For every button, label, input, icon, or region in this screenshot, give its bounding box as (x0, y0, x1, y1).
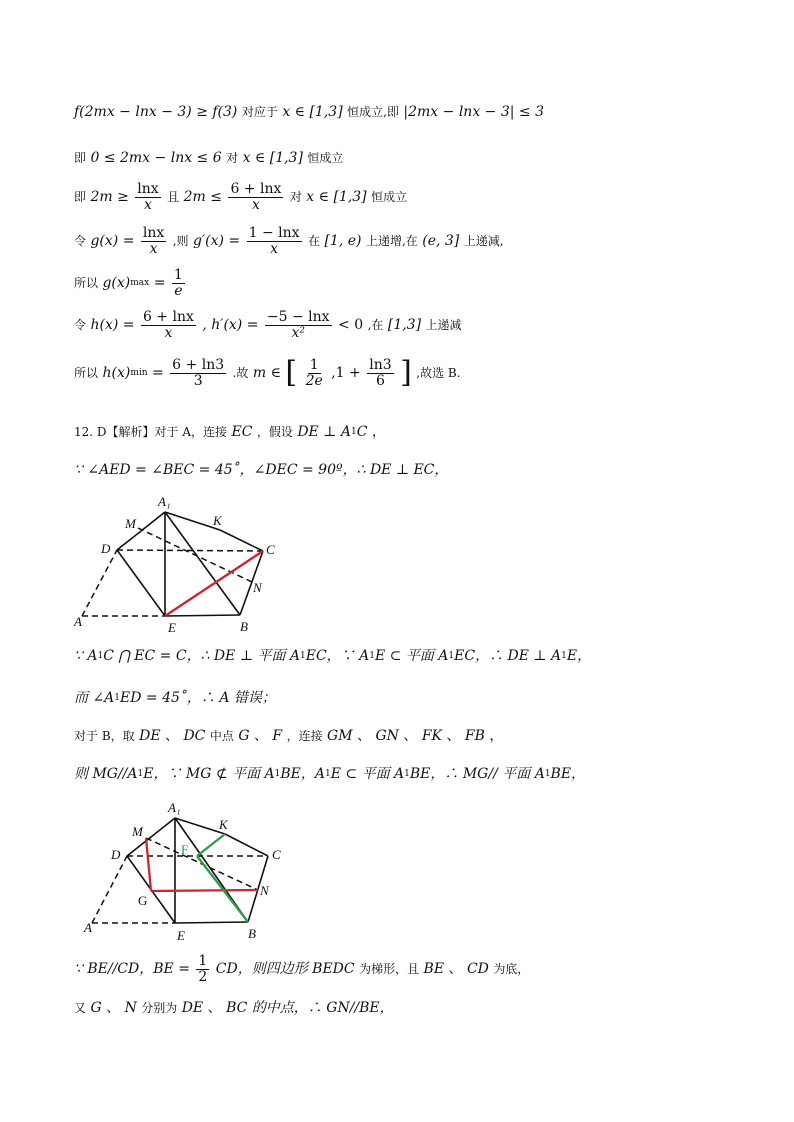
label-A: A (84, 920, 92, 935)
solution-line-1: f(2mx − lnx − 3) ≥ f(3) 对应于 x ∈ [1,3] 恒成立,即 |2mx − lnx − 3| ≤ 3 (74, 104, 545, 120)
solution-line-10: ∵ A1C ⋂ EC = C，∴ DE ⊥ 平面 A1EC，∵ A1E ⊂ 平面 A1EC，∴ DE ⊥ A1E， (74, 648, 592, 664)
edge-E-C-red (165, 551, 263, 616)
label-B: B (248, 926, 256, 941)
label-G: G (138, 893, 148, 908)
edge-F-K-green (197, 834, 225, 856)
fraction: $\frac{1}{2e}$ (305, 357, 323, 389)
fraction: $\frac{6 + \ln x}{x}$ (230, 181, 282, 213)
edge-K-C (225, 834, 268, 856)
fraction: $\frac{1}{e}$ (173, 267, 183, 299)
solution-line-6: 令 h(x) = $\frac{6 + \ln x}{x}$ , h′(x) = $\frac{-5 - \ln x}{\text{x²}}$ < 0 ,在 [1,3] 上递减 (74, 309, 462, 341)
label-F: F (181, 842, 189, 857)
edge-F-B-green (197, 856, 248, 922)
label-M: M (125, 516, 136, 531)
label-M: M (132, 824, 143, 839)
solution-line-14: ∵ BE//CD，BE = $\frac{1}{2}$ CD，则四边形 BEDC 为梯形，且 BE 、 CD 为底， (74, 953, 530, 985)
edge-A-D (92, 856, 127, 923)
fraction: $\frac{\ln 3}{6}$ (369, 357, 392, 389)
label-A: A (74, 614, 82, 629)
fraction: $\frac{1 - \ln x}{x}$ (248, 225, 300, 257)
label-A1: A₁ (168, 800, 181, 815)
fraction: $\frac{\ln x}{x}$ (137, 181, 159, 213)
edge-A1-K (165, 512, 220, 530)
geometry-figure-2 (80, 798, 310, 948)
geometry-figure-1 (70, 490, 300, 640)
edge-E-B (175, 922, 248, 923)
solution-line-8: 12. D【解析】对于 A，连接 EC ，假设 DE ⊥ A1C ， (74, 424, 386, 440)
label-C: C (266, 542, 275, 557)
solution-line-12: 对于 B，取 DE 、 DC 中点 G 、 F ，连接 GM 、 GN 、 FK 、 FB ， (74, 728, 504, 744)
label-N: N (260, 883, 269, 898)
solution-line-11: 而 ∠A1ED = 45˚，∴ A 错误； (74, 690, 276, 706)
edge-A-D (82, 550, 117, 616)
fraction: $\frac{1}{2}$ (198, 953, 208, 985)
fraction: $\frac{-5 - \ln x}{\text{x²}}$ (266, 309, 330, 341)
solution-line-13: 则 MG//A1E，∵ MG ⊄ 平面 A1BE，A1E ⊂ 平面 A1BE，∴ MG// 平面 A1BE， (74, 766, 586, 782)
edge-A1-B (165, 512, 240, 615)
label-B: B (240, 619, 248, 634)
solution-line-15: 又 G 、 N 分别为 DE 、 BC 的中点，∴ GN//BE， (74, 1000, 394, 1016)
label-K: K (213, 513, 222, 528)
edge-A1-K (175, 818, 225, 834)
edge-D-E (117, 550, 165, 616)
solution-line-3: 即 2m ≥ $\frac{\ln x}{x}$ 且 2m ≤ $\frac{6 + \ln x}{x}$ 对 x ∈ [1,3] 恒成立 (74, 181, 408, 213)
label-D: D (111, 847, 121, 862)
solution-line-4: 令 g(x) = $\frac{\ln x}{x}$ ,则 g′(x) = $\frac{1 - \ln x}{x}$ 在 [1, e) 上递增,在 (e, 3] 上递减, (74, 225, 504, 257)
edge-K-C (220, 530, 263, 551)
solution-line-7: 所以 h(x)min = $\frac{6 + \ln 3}{3}$ .故 m ∈ [ $\frac{1}{2e}$ ,1 + $\frac{\ln 3}{6}$ ] ,故选 B. (74, 355, 461, 391)
edge-M-N (138, 528, 252, 582)
solution-line-9: ∵ ∠AED = ∠BEC = 45˚，∠DEC = 90º，∴ DE ⊥ EC， (74, 462, 449, 478)
label-N: N (253, 580, 262, 595)
label-C: C (272, 847, 281, 862)
edge-G-N-red (151, 890, 258, 891)
right-bracket: ] (400, 355, 412, 391)
edge-D-C (117, 550, 263, 551)
fraction: $\frac{\ln x}{x}$ (142, 225, 165, 257)
fraction: $\frac{6 + \ln x}{x}$ (142, 309, 194, 341)
left-bracket: [ (285, 355, 298, 391)
fraction: $\frac{6 + \ln 3}{3}$ (172, 357, 225, 389)
label-E: E (177, 928, 185, 943)
label-E: E (168, 620, 176, 635)
label-D: D (101, 541, 111, 556)
label-K: K (219, 817, 228, 832)
label-A1: A₁ (158, 494, 171, 509)
solution-line-2: 即 0 ≤ 2mx − lnx ≤ 6 对 x ∈ [1,3] 恒成立 (74, 150, 344, 166)
solution-line-5: 所以 g(x)max = $\frac{1}{e}$ (74, 267, 183, 299)
edge-E-B (165, 615, 240, 616)
